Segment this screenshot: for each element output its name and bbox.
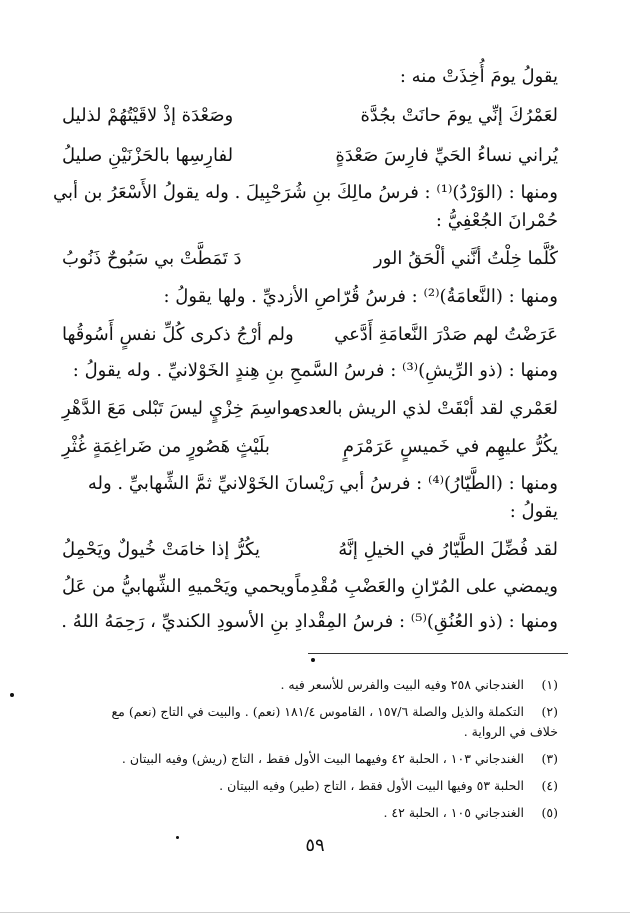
footnote-4 xyxy=(60,776,558,796)
footnote-2 xyxy=(60,702,558,722)
footnote-text: التكملة والذيل والصلة ١٥٧/٦ ، القاموس ١٨١/٤ (نعم) . والبيت في التاج (نعم) مع xyxy=(111,704,524,719)
verse-6-second-hemistich: بلَيْثٍ هَصُورٍ من ضَراغِمَةٍ غُثْرِ xyxy=(62,436,270,457)
footnote-text: الغندجاني ١٠٥ ، الحلبة ٤٢ . xyxy=(383,805,524,820)
footnote-text: خلاف في الرواية . xyxy=(463,724,558,739)
verse-5-first-hemistich: لعَمْري لقد أبْقَتْ لذي الريش بالعدى xyxy=(294,398,558,419)
verse-7-second-hemistich: يكُرُّ إذا خامَتْ خُيولٌ ويَحْمِلُ xyxy=(62,539,261,560)
margin-speck xyxy=(10,693,14,697)
scan-edge-line xyxy=(0,912,630,913)
footnote-number: (٥) xyxy=(541,805,558,820)
page-number: ٥٩ xyxy=(305,835,325,856)
prose-yaqul: يقولُ : xyxy=(509,501,558,522)
intro-line: يقولُ يومَ أُخِذَتْ منه : xyxy=(399,66,558,87)
prose-dhu-al-rish: ومنها : (ذو الرِّيشِ)⁽³⁾ : فرسُ السَّمحِ بنِ هِندٍ الخَوْلانيِّ . وله يقولُ : xyxy=(72,360,558,381)
footnote-number: (١) xyxy=(541,677,558,692)
footnote-1 xyxy=(60,675,558,695)
footnote-5 xyxy=(60,803,558,823)
prose-tayyar: ومنها : (الطَّيّارُ)⁽⁴⁾ : فرسُ أبي رَيْسانَ الخَوْلانيِّ ثمَّ الشِّهابيِّ . وله xyxy=(87,473,558,494)
verse-8-second-hemistich: ويحمي ويَحْميهِ الشِّهابيُّ من عَلُ xyxy=(62,576,295,597)
footnote-text: الحلبة ٥٣ وفيها البيت الأول فقط ، التاج (طير) وفيه البيتان . xyxy=(219,778,524,793)
prose-wird: ومنها : (الوَرْدُ)⁽¹⁾ : فرسُ مالِكَ بنِ شُرَحْبِيلَ . وله يقولُ الأَسْعَرُ بن أبي xyxy=(52,182,558,203)
verse-5-second-hemistich: مواسِمَ خِزْيٍ ليسَ تَبْلى مَعَ الدَّهْرِ xyxy=(62,398,301,419)
footnote-2-continued xyxy=(60,722,558,742)
footnote-number: (٤) xyxy=(541,778,558,793)
verse-6-first-hemistich: يكُرُّ عليهِم في خَميسٍ عَرَمْرَمٍ xyxy=(342,436,558,457)
verse-3-second-hemistich: دَ تَمَطَّتْ بي سَبُوحٌ ذَنُوبُ xyxy=(62,248,242,269)
verse-3-first-hemistich: كُلَّما خِلْتُ أنَّني ألْحَقُ الور xyxy=(373,248,558,269)
prose-dhu-al-unuq: ومنها : (ذو العُنُقِ)⁽⁵⁾ : فرسُ المِقْدادِ بنِ الأسودِ الكنديِّ ، رَحِمَهُ اللهُ . xyxy=(61,611,558,632)
verse-1-first-hemistich: لعَمْرُكَ إنِّي يومَ حانَتْ بجُدَّة xyxy=(360,105,558,126)
footnote-text: الغندجاني ٢٥٨ وفيه البيت والفرس للأسعر فيه . xyxy=(280,677,524,692)
ink-speck xyxy=(311,658,315,662)
footnote-separator xyxy=(308,653,568,654)
verse-8-first-hemistich: ويمضي على المُرّانِ والعَضْبِ مُقْدِماً xyxy=(295,576,558,597)
verse-2-first-hemistich: يُراني نساءُ الحَيِّ فارِسَ صَعْدَةٍ xyxy=(335,145,558,166)
footnote-number: (٣) xyxy=(541,751,558,766)
verse-4-first-hemistich: عَرَضْتُ لهم صَدْرَ النَّعامَةِ أَدَّعي xyxy=(334,324,558,345)
footnote-3 xyxy=(60,749,558,769)
verse-4-second-hemistich: ولم أرْجُ ذكرى كُلِّ نفسٍ أَسُوقُها xyxy=(62,324,294,345)
prose-naama: ومنها : (النَّعامَةُ)⁽²⁾ : فرسُ قُرّاصِ الأزديِّ . ولها يقولُ : xyxy=(163,286,558,307)
verse-2-second-hemistich: لفارِسِها بالحَزْنَيْنِ صليلُ xyxy=(62,145,234,166)
prose-humran: حُمْرانَ الجُعْفِيُّ : xyxy=(435,210,558,231)
verse-1-second-hemistich: وصَعْدَة إذْ لاقَيْتُهُمْ لذليل xyxy=(62,105,234,126)
footnote-number: (٢) xyxy=(541,704,558,719)
verse-7-first-hemistich: لقد فُضِّلَ الطَّيّارُ في الخيلِ إنَّهُ xyxy=(338,539,558,560)
footnote-text: الغندجاني ١٠٣ ، الحلبة ٤٢ وفيهما البيت الأول فقط ، التاج (ريش) وفيه البيتان . xyxy=(121,751,524,766)
